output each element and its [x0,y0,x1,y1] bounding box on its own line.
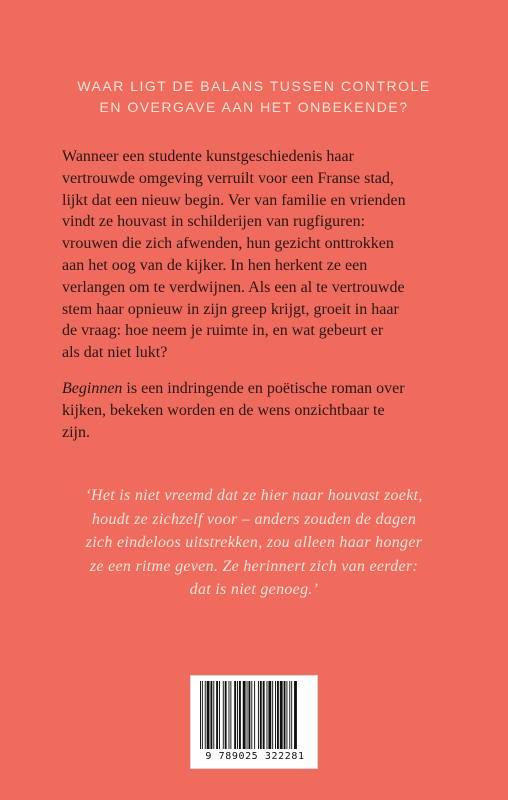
barcode-bar [225,681,227,749]
summary-line [62,378,462,400]
description-line: vertrouwde omgeving verruilt voor een Franse stad, [62,169,394,187]
barcode-bar [286,681,287,749]
barcode-bar [267,681,268,749]
barcode-bar [210,681,212,749]
barcode-bar [202,681,203,749]
description-paragraph [62,146,462,364]
barcode-bar [275,681,276,749]
barcode-bar [258,681,259,749]
barcode-bar [284,681,286,749]
barcode-bar [216,681,218,749]
barcode-bar [254,681,255,749]
barcode-bar [234,681,236,749]
barcode-bar [229,681,230,749]
quote-line: houdt ze zichzelf voor – anders zouden de dagen [91,510,417,528]
description-line: Wanneer een studente kunstgeschiedenis haar [62,148,354,165]
description-line: aan het oog van de kijker. In hen herkent ze een [62,256,368,274]
barcode-bar [294,681,297,749]
barcode-bar [247,681,248,749]
barcode-bar [291,681,292,749]
isbn-number: 9 789025 322281 [205,751,305,762]
barcode-bar [219,681,220,749]
barcode-bar [243,681,246,749]
description-line: lijkt dat een nieuw begin. Ver van familie en vrienden [62,191,406,209]
description-line: verlangen om te verdwijnen. Als een al te vertrouwde [62,278,405,296]
barcode-bar [200,681,201,749]
description-line: de vraag: hoe neem je ruimte in, en wat gebeurt er [62,322,384,340]
summary-line: kijken, bekeken worden en de wens onzichtbaar te [62,401,385,419]
quote-line: ‘Het is niet vreemd dat ze hier naar houvast zoekt, [85,487,423,504]
barcode-bar [260,681,262,749]
barcode-bar [213,681,214,749]
heading-line-2: EN OVERGAVE AAN HET ONBEKENDE? [99,99,409,115]
back-cover-heading [0,76,508,118]
barcode-bar [237,681,238,749]
summary-paragraph [62,378,462,443]
description-line: stem haar opnieuw in zijn greep krijgt, groeit in haar [62,300,399,318]
barcode-bar [248,681,250,749]
barcode-bar [230,681,231,749]
barcode-bar [277,681,279,749]
quote-line: dat is niet genoeg.’ [189,581,319,598]
barcode-bar [223,681,224,749]
barcode-bar [289,681,290,749]
barcode-bar [268,681,271,749]
barcode-bar [207,681,210,749]
barcode-bar [251,681,252,749]
description-line: vindt ze houvast in schilderijen van rugfiguren: [62,213,366,231]
barcode-bar [272,681,273,749]
barcode-bar [239,681,241,749]
quote-block [0,484,508,602]
description-line: als dat niet lukt? [62,344,168,362]
barcode-bar [263,681,265,749]
barcode-bar [205,681,206,749]
summary-line-rest: is een indringende en poëtische roman over [122,380,405,397]
summary-line: zijn. [62,423,90,441]
book-title: Beginnen [62,380,123,397]
heading-line-1: WAAR LIGT DE BALANS TUSSEN CONTROLE [77,78,431,94]
description-line: vrouwen die zich afwenden, hun gezicht onttrokken [62,235,394,253]
quote-line: ze een ritme geven. Ze herinnert zich van eerder: [89,557,419,575]
quote-line: zich eindeloos uitstrekken, zou alleen haar honger [85,534,423,551]
barcode [190,675,318,769]
barcode-bars [198,681,312,751]
barcode-bar [280,681,283,749]
